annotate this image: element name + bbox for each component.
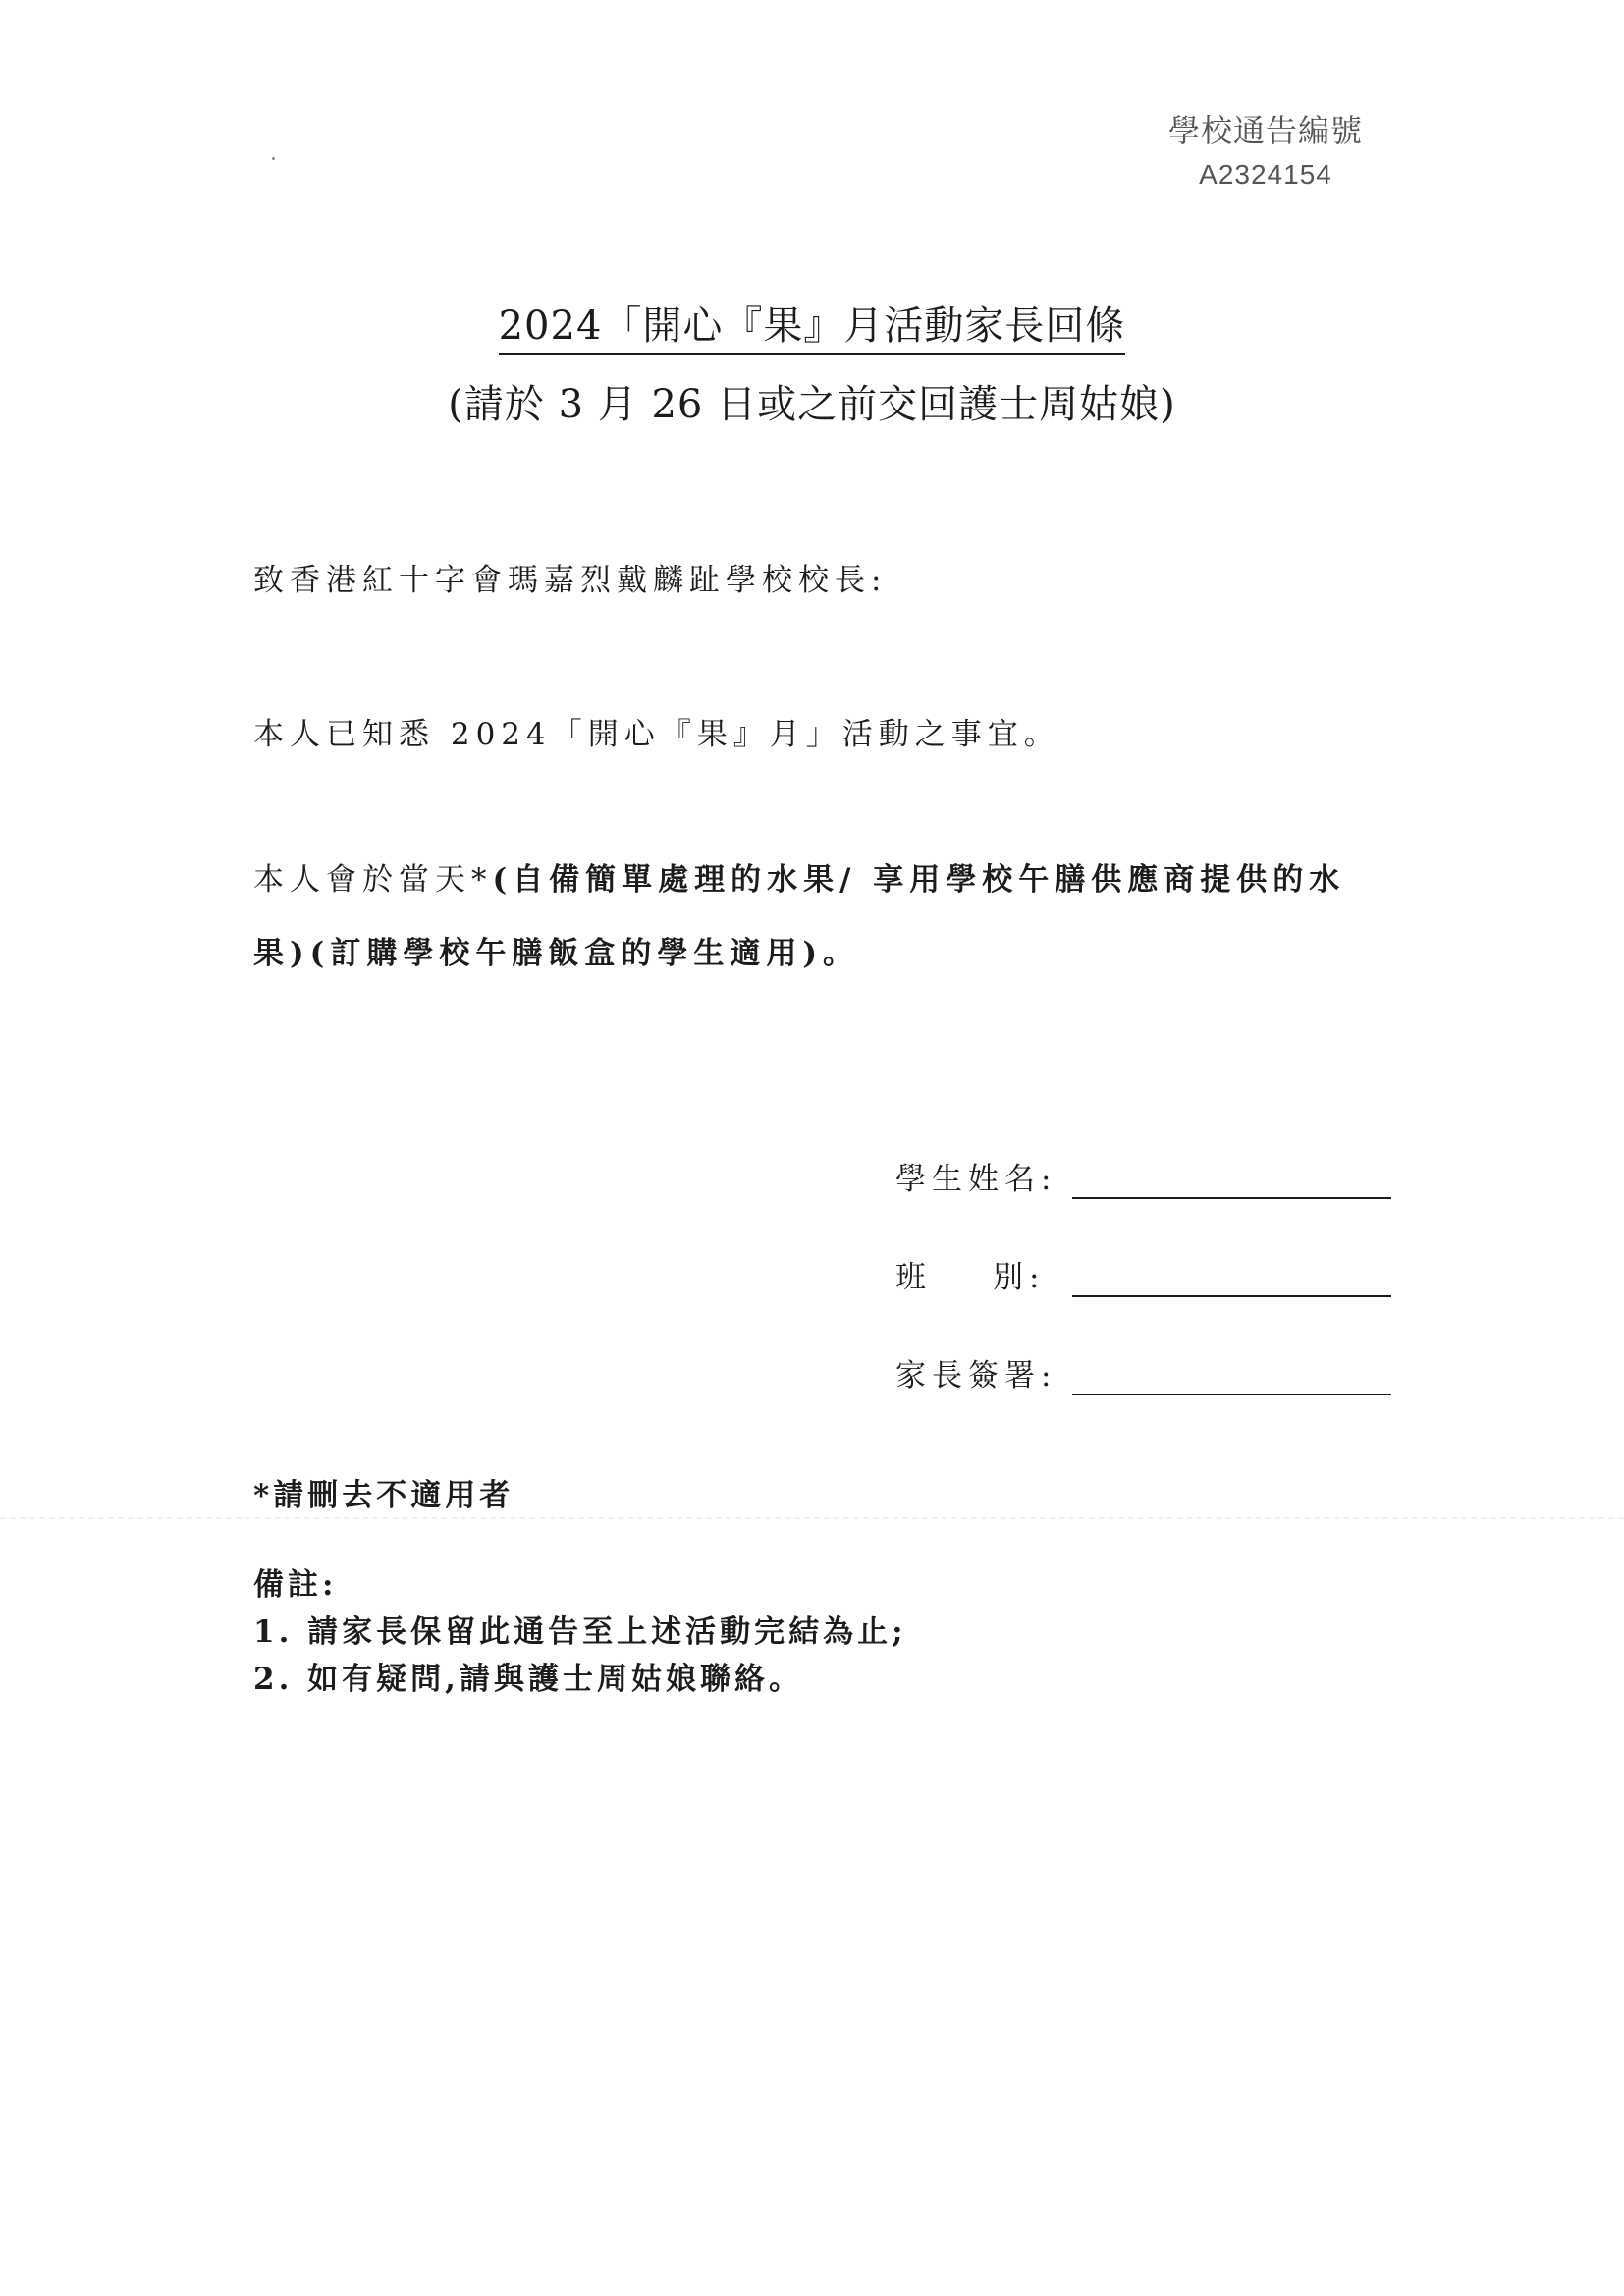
student-name-blank[interactable] (1072, 1187, 1391, 1199)
acknowledgement-line: 本人已知悉 2024「開心『果』月」活動之事宜。 (253, 717, 1060, 752)
remarks-item: 2. 如有疑問,請與護士周姑娘聯絡。 (253, 1662, 803, 1697)
student-name-label: 學生姓名: (895, 1162, 1057, 1197)
notice-number: A2324154 (1199, 159, 1332, 190)
choice-options: (自備簡單處理的水果/ 享用學校午膳供應商提供的水 (492, 862, 1346, 898)
class-field (895, 1252, 1406, 1350)
parent-signature-label: 家長簽署: (895, 1358, 1057, 1394)
choice-options-continued: 果)(訂購學校午膳飯盒的學生適用)。 (253, 936, 860, 971)
parent-signature-field (895, 1350, 1406, 1449)
choice-prefix: 本人會於當天* (253, 862, 493, 898)
class-blank[interactable] (1072, 1285, 1391, 1297)
remarks-item: 1. 請家長保留此通告至上述活動完結為止; (253, 1614, 907, 1650)
class-label (895, 1252, 1045, 1296)
notice-number-block (1158, 106, 1374, 191)
choice-line-2 (253, 928, 1392, 972)
page-title (0, 295, 1624, 351)
class-label-b: 別: (993, 1260, 1046, 1295)
scan-speck (272, 157, 275, 160)
delete-inapplicable-note: *請刪去不適用者 (253, 1478, 514, 1513)
student-name-field (895, 1154, 1406, 1252)
remarks-section (253, 1559, 907, 1701)
addressee-line: 致香港紅十字會瑪嘉烈戴麟趾學校校長: (253, 563, 888, 598)
scan-artifact-line (0, 1517, 1624, 1519)
page-title-text: 2024「開心『果』月活動家長回條 (499, 303, 1126, 355)
parent-signature-blank[interactable] (1072, 1384, 1391, 1395)
choice-line-1 (253, 854, 1392, 899)
class-label-a: 班 (895, 1260, 932, 1295)
remarks-title: 備註: (253, 1567, 338, 1603)
return-deadline: (請於 3 月 26 日或之前交回護士周姑娘) (448, 382, 1176, 427)
notice-number-label: 學校通告編號 (1167, 113, 1363, 148)
signature-fields (895, 1154, 1406, 1449)
